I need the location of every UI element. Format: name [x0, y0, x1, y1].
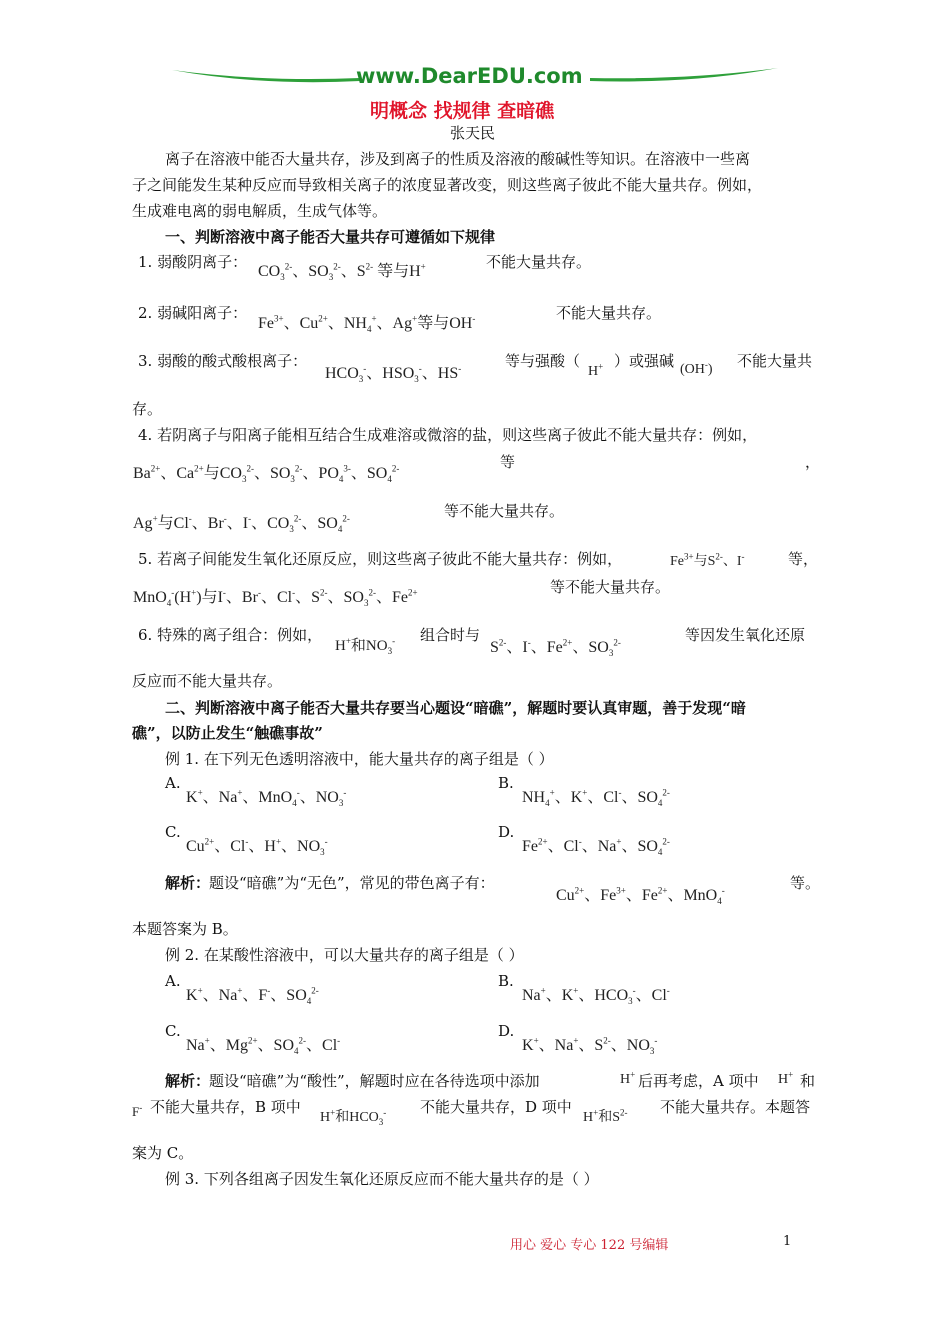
rule-6-tail2: 反应而不能大量共存。 — [132, 672, 283, 690]
rule-5-formula-2: MnO$_4$-(H+)与I-、Br-、Cl-、$S^{2-}$、$SO_3^{2-}$、$Fe^{2+}$ — [133, 587, 418, 609]
rule-1-label: 1. 弱酸阴离子： — [138, 253, 248, 271]
example-2-option-a: K+、Na+、F-、$SO_4^{2-}$ — [186, 985, 319, 1007]
example-1-option-d-label: D. — [498, 823, 515, 841]
example-1-question: 例 1. 在下列无色透明溶液中，能大量共存的离子组是（ ） — [165, 750, 554, 768]
example-2-option-b-label: B. — [498, 972, 514, 990]
example-2-d-ions: H+和$S^{2-}$ — [583, 1107, 628, 1125]
example-1-option-d: $Fe^{2+}$、Cl-、Na+、$SO_4^{2-}$ — [522, 836, 670, 858]
rule-6-formula-2: $S^{2-}$、I-、$Fe^{2+}$、$SO_3^{2-}$ — [490, 637, 621, 659]
rule-3-formula: $HCO_3^-$、$HSO_3^-$、HS- — [325, 363, 462, 385]
rule-4-formula-1: $Ba^{2+}$、$Ca^{2+}$与$CO_3^{2-}$、$SO_3^{2-}$、$PO_4^{3-}$、$SO_4^{2-}$ — [133, 463, 400, 485]
rule-5-tail: 等不能大量共存。 — [550, 578, 671, 596]
intro-line-3: 生成难电离的弱电解质，生成气体等。 — [132, 202, 388, 220]
example-2-analysis-label: 解析： — [165, 1072, 211, 1090]
example-1-analysis-label: 解析： — [165, 874, 211, 892]
section-2-heading-1: 二、判断溶液中离子能否大量共存要当心题设“暗礁”，解题时要认真审题，善于发现“暗 — [165, 699, 746, 717]
footer-text: 用心 爱心 专心 122 号编辑 — [510, 1238, 669, 1253]
example-1-option-b-label: B. — [498, 774, 514, 792]
rule-6-mid: 组合时与 — [420, 626, 481, 644]
page-number: 1 — [783, 1234, 792, 1249]
example-2-option-a-label: A. — [165, 972, 181, 990]
rule-5-label: 5. 若离子间能发生氧化还原反应，则这些离子彼此不能大量共存：例如， — [138, 550, 623, 568]
rule-3-mid2: ）或强碱 — [614, 352, 675, 370]
example-2-option-c: Na+、$Mg^{2+}$、$SO_4^{2-}$、Cl- — [186, 1035, 341, 1057]
example-2-analysis-3: 和 — [800, 1072, 816, 1090]
example-3-question: 例 3. 下列各组离子因发生氧化还原反应而不能大量共存的是（ ） — [165, 1170, 599, 1188]
rule-4-etc: 等 — [500, 453, 516, 471]
rule-6-formula-1: H+和$NO_3^-$ — [335, 636, 396, 656]
example-1-option-a: K+、Na+、MnO$_4$-、$NO_3^-$ — [186, 787, 347, 809]
rule-2-formula: $Fe^{3+}$、$Cu^{2+}$、$NH_4^+$、Ag+等与OH- — [258, 313, 476, 335]
example-1-option-b: $NH_4^+$、K+、Cl-、$SO_4^{2-}$ — [522, 787, 670, 809]
author: 张天民 — [450, 124, 496, 142]
example-2-option-d: K+、Na+、$S^{2-}$、$NO_3^-$ — [522, 1035, 658, 1057]
rule-6-tail: 等因发生氧化还原 — [685, 626, 806, 644]
rule-5-etc: 等， — [788, 550, 819, 568]
example-2-analysis-1: 题设“暗礁”为“酸性”，解题时应在各待选项中添加 — [209, 1072, 540, 1090]
rule-2-tail: 不能大量共存。 — [556, 304, 662, 322]
example-2-question: 例 2. 在某酸性溶液中，可以大量共存的离子组是（ ） — [165, 946, 524, 964]
intro-line-2: 子之间能发生某种反应而导致相关离子的浓度显著改变，则这些离子彼此不能大量共存。例如， — [132, 176, 763, 194]
example-1-analysis-text: 题设“暗礁”为“无色”，常见的带色离子有： — [209, 874, 495, 892]
rule-3-base: (OH-) — [680, 359, 713, 377]
section-1-heading: 一、判断溶液中离子能否大量共存可遵循如下规律 — [165, 228, 496, 246]
example-2-option-c-label: C. — [165, 1022, 181, 1040]
example-1-option-c-label: C. — [165, 823, 181, 841]
example-2-b-ions: H+和$HCO_3^-$ — [320, 1107, 387, 1127]
rule-3-tail: 不能大量共 — [737, 352, 813, 370]
example-2-option-d-label: D. — [498, 1022, 515, 1040]
example-2-analysis-4: 不能大量共存，B 项中 — [150, 1098, 301, 1116]
example-2-h-ion-2: H+ — [778, 1069, 794, 1087]
example-1-option-a-label: A. — [165, 774, 181, 792]
site-url[interactable]: www.DearEDU.com — [356, 64, 583, 88]
example-2-analysis-7: 案为 C。 — [132, 1144, 194, 1162]
example-2-h-ion-1: H+ — [620, 1069, 636, 1087]
example-2-f-ion: F- — [132, 1102, 143, 1119]
rule-3-acid: H+ — [588, 361, 604, 379]
rule-4-label: 4. 若阴离子与阳离子能相互结合生成难溶或微溶的盐，则这些离子彼此不能大量共存：例如， — [138, 426, 758, 444]
rule-3-label: 3. 弱酸的酸式酸根离子： — [138, 352, 308, 370]
rule-4-tail: 等不能大量共存。 — [444, 502, 565, 520]
page-title: 明概念 找规律 查暗礁 — [370, 100, 555, 122]
rule-6-label: 6. 特殊的离子组合：例如， — [138, 626, 323, 644]
rule-3-mid1: 等与强酸（ — [505, 352, 581, 370]
rule-4-comma: ， — [805, 453, 821, 471]
rule-2-label: 2. 弱碱阳离子： — [138, 304, 248, 322]
intro-line-1: 离子在溶液中能否大量共存，涉及到离子的性质及溶液的酸碱性等知识。在溶液中一些离 — [165, 150, 751, 168]
example-1-option-c: $Cu^{2+}$、Cl-、H+、$NO_3^-$ — [186, 836, 328, 858]
rule-3-tail2: 存。 — [132, 400, 163, 418]
section-2-heading-2: 礁”，以防止发生“触礁事故” — [132, 724, 323, 742]
rule-5-formula-1: $Fe^{3+}$与$S^{2-}$、I- — [670, 551, 745, 569]
example-2-analysis-6: 不能大量共存。本题答 — [660, 1098, 811, 1116]
example-2-option-b: Na+、K+、$HCO_3^-$、Cl- — [522, 985, 670, 1007]
rule-1-formula: $CO_3^{2-}$、$SO_3^{2-}$、$S^{2-}$ 等与H+ — [258, 261, 426, 283]
example-1-analysis-tail: 等。 — [790, 874, 821, 892]
example-1-answer: 本题答案为 B。 — [132, 920, 238, 938]
rule-1-tail: 不能大量共存。 — [486, 253, 592, 271]
example-2-analysis-2: 后再考虑，A 项中 — [638, 1072, 759, 1090]
example-1-analysis-ions: $Cu^{2+}$、$Fe^{3+}$、$Fe^{2+}$、MnO$_4$- — [556, 885, 725, 907]
example-2-analysis-5: 不能大量共存，D 项中 — [420, 1098, 572, 1116]
rule-4-formula-2: Ag+与Cl-、Br-、I-、$CO_3^{2-}$、$SO_4^{2-}$ — [133, 513, 350, 535]
